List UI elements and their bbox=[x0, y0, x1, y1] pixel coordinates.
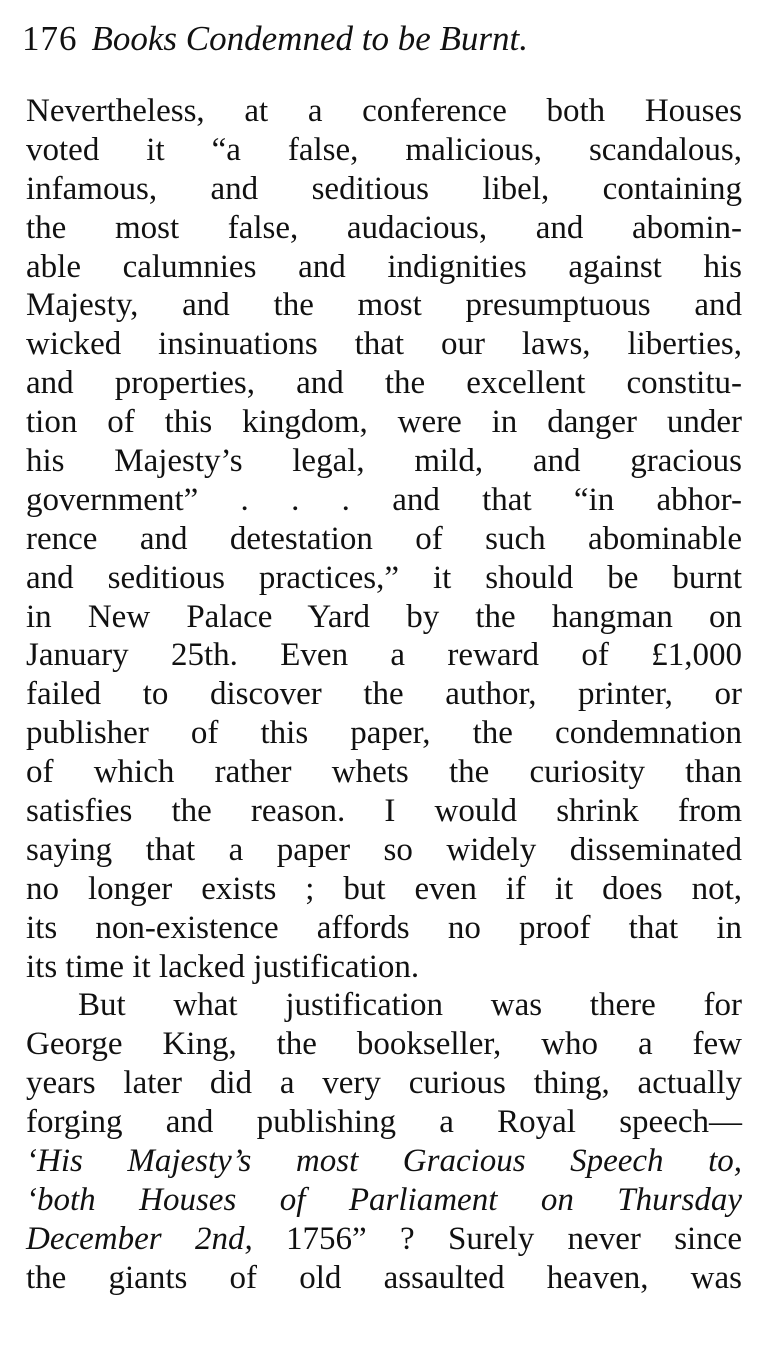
text-line: no longer exists ; but even if it does not, bbox=[26, 870, 742, 907]
text-line: wicked insinuations that our laws, liberties, bbox=[26, 326, 742, 363]
text-line: its time it lacked justification. bbox=[26, 948, 420, 985]
text-line: rence and detestation of such abominable bbox=[26, 520, 742, 557]
text-line: years later did a very curious thing, actually bbox=[26, 1065, 742, 1102]
running-header bbox=[22, 14, 742, 64]
text-line: tion of this kingdom, were in danger under bbox=[26, 404, 742, 441]
quoted-title-line: ‘both Houses of Parliament on Thursday bbox=[26, 1181, 742, 1218]
text-line: and properties, and the excellent constitu- bbox=[26, 365, 742, 402]
text-line: voted it “a false, malicious, scandalous, bbox=[26, 131, 742, 168]
text-line: Majesty, and the most presumptuous and bbox=[26, 287, 742, 324]
text-line: January 25th. Even a reward of £1,000 bbox=[26, 637, 742, 674]
text-line: the most false, audacious, and abomin- bbox=[26, 209, 742, 246]
text-line: forging and publishing a Royal speech— bbox=[26, 1104, 742, 1141]
text-line: Nevertheless, at a conference both Houses bbox=[26, 93, 742, 129]
text-line: George King, the bookseller, who a few bbox=[26, 1026, 742, 1063]
text-line: his Majesty’s legal, mild, and gracious bbox=[26, 443, 742, 480]
text-line: failed to discover the author, printer, or bbox=[26, 676, 742, 713]
running-title: Books Condemned to be Burnt. bbox=[91, 19, 528, 58]
paragraph-1 bbox=[26, 92, 742, 986]
text-span: 1756” ? Surely never since bbox=[252, 1220, 743, 1257]
body-text bbox=[26, 92, 742, 1298]
text-line bbox=[26, 1220, 742, 1259]
text-line: government” . . . and that “in abhor- bbox=[26, 481, 742, 518]
text-line: its non-existence affords no proof that in bbox=[26, 909, 742, 946]
text-line: satisfies the reason. I would shrink from bbox=[26, 793, 742, 830]
quoted-title-line: ‘His Majesty’s most Gracious Speech to, bbox=[26, 1143, 742, 1180]
text-line: the giants of old assaulted heaven, was bbox=[26, 1259, 742, 1296]
text-line: saying that a paper so widely disseminated bbox=[26, 831, 742, 868]
text-line: of which rather whets the curiosity than bbox=[26, 754, 742, 791]
text-line: But what justification was there for bbox=[78, 987, 742, 1024]
text-line: publisher of this paper, the condemnation bbox=[26, 715, 742, 752]
quoted-title-date: December 2nd, bbox=[26, 1220, 253, 1257]
text-line: in New Palace Yard by the hangman on bbox=[26, 598, 742, 635]
page-number: 176 bbox=[22, 19, 78, 58]
text-line: infamous, and seditious libel, containing bbox=[26, 170, 742, 207]
text-line: and seditious practices,” it should be burnt bbox=[26, 559, 742, 596]
text-line: able calumnies and indignities against his bbox=[26, 248, 742, 285]
paragraph-2 bbox=[26, 986, 742, 1297]
